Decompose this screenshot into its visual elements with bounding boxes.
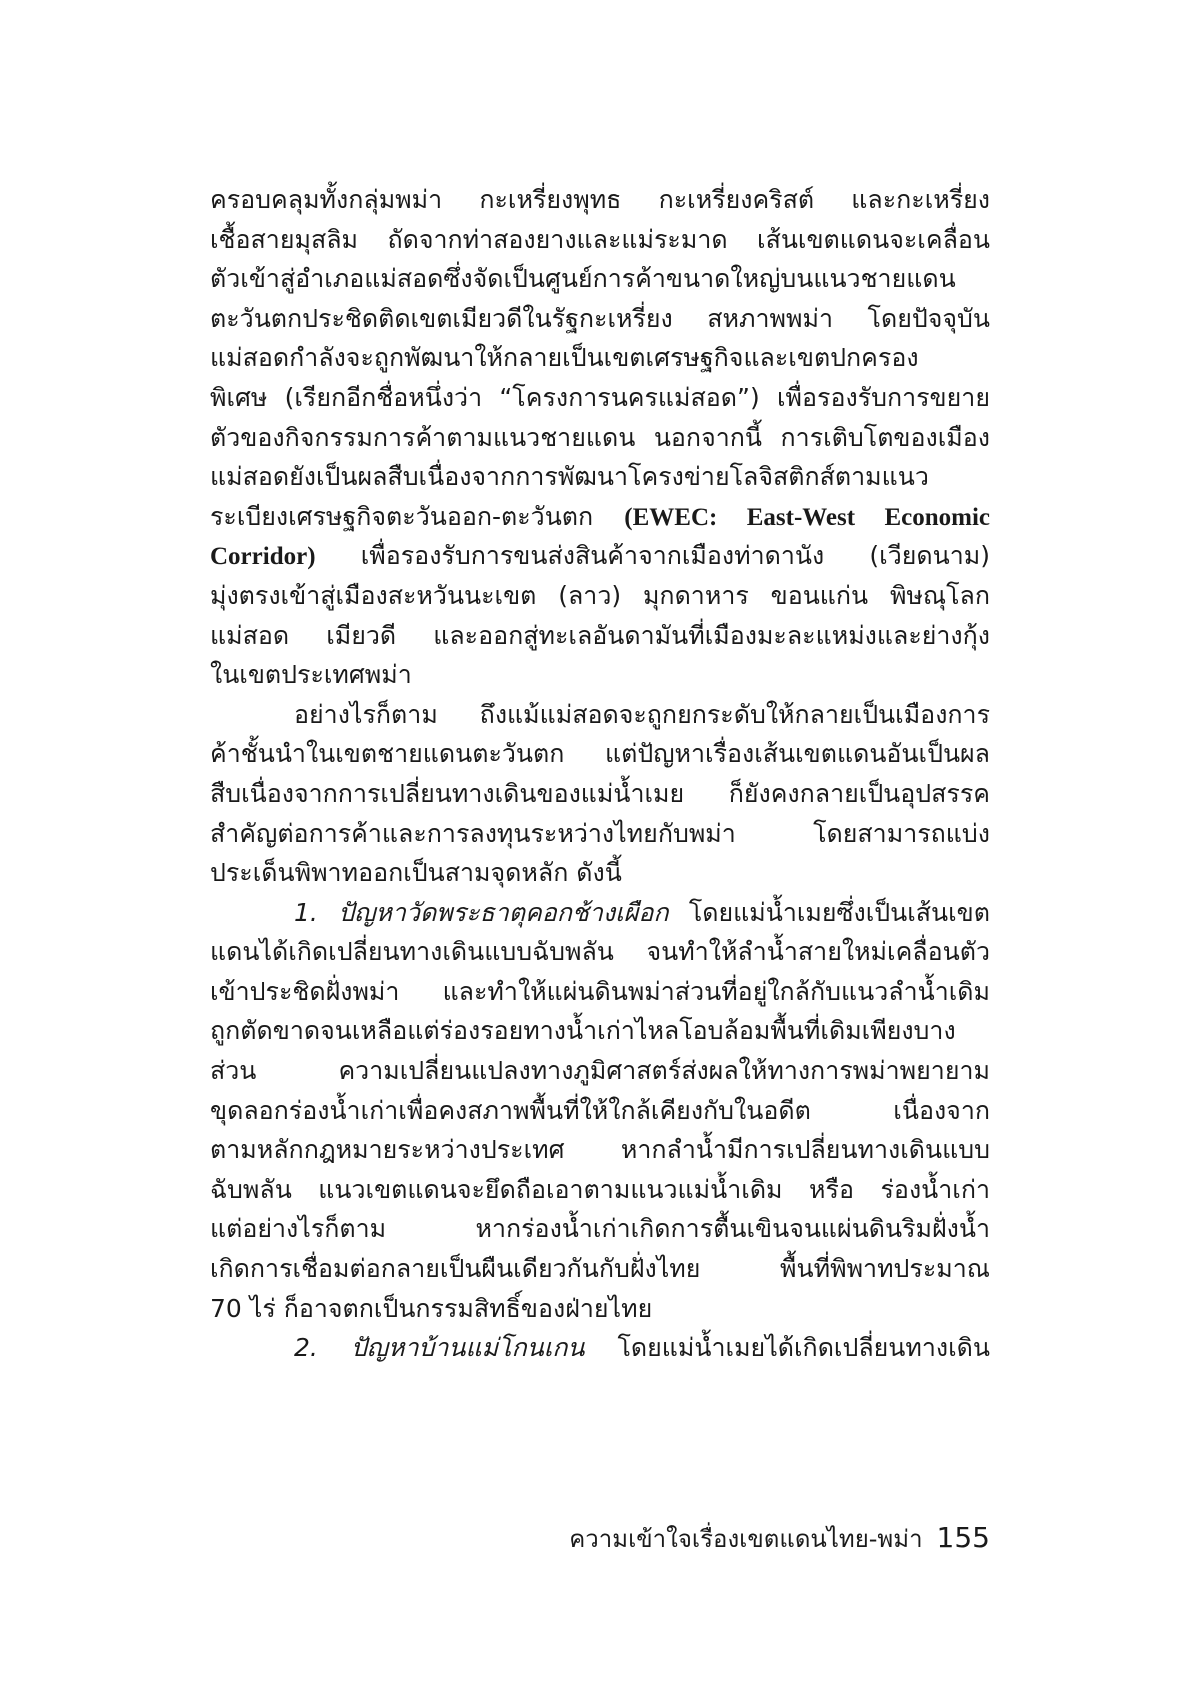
text-line: ฉับพลัน แนวเขตแดนจะยึดถือเอาตามแนวแม่น้ำเดิม หรือ ร่องน้ำเก่า bbox=[210, 1174, 990, 1204]
text-line: ค้าชั้นนำในเขตชายแดนตะวันตก แต่ปัญหาเรื่องเส้นเขตแดนอันเป็นผล bbox=[210, 739, 990, 769]
section-heading: 2. ปัญหาบ้านแม่โกนเกน bbox=[294, 1333, 585, 1363]
text-line: สืบเนื่องจากการเปลี่ยนทางเดินของแม่น้ำเมย ก็ยังคงกลายเป็นอุปสรรค bbox=[210, 778, 990, 808]
english-term: (EWEC: East-West Economic bbox=[624, 503, 990, 531]
text-line: แดนได้เกิดเปลี่ยนทางเดินแบบฉับพลัน จนทำให้ลำน้ำสายใหม่เคลื่อนตัว bbox=[210, 937, 990, 967]
section-heading: 1. ปัญหาวัดพระธาตุคอกช้างเผือก bbox=[294, 897, 669, 927]
text-line: เชื้อสายมุสลิม ถัดจากท่าสองยางและแม่ระมาด เส้นเขตแดนจะเคลื่อน bbox=[210, 224, 990, 254]
text-line: ในเขตประเทศพม่า bbox=[210, 660, 412, 690]
text-line bbox=[210, 536, 990, 576]
text-line: ตัวเข้าสู่อำเภอแม่สอดซึ่งจัดเป็นศูนย์การค้าขนาดใหญ่บนแนวชายแดน bbox=[210, 264, 956, 294]
text-line: ตัวของกิจกรรมการค้าตามแนวชายแดน นอกจากนี้ การเติบโตของเมือง bbox=[210, 422, 990, 452]
english-term: Corridor) bbox=[210, 543, 316, 571]
text-line: มุ่งตรงเข้าสู่เมืองสะหวันนะเขต (ลาว) มุกดาหาร ขอนแก่น พิษณุโลก bbox=[210, 580, 990, 610]
running-title: ความเข้าใจเรื่องเขตแดนไทย-พม่า bbox=[569, 1525, 923, 1553]
text-line: ส่วน ความเปลี่ยนแปลงทางภูมิศาสตร์ส่งผลให้ทางการพม่าพยายาม bbox=[210, 1056, 990, 1086]
text-run: โดยแม่น้ำเมยได้เกิดเปลี่ยนทางเดิน bbox=[584, 1333, 990, 1363]
text-line bbox=[210, 497, 990, 537]
text-run: เพื่อรองรับการขนส่งสินค้าจากเมืองท่าดานัง (เวียดนาม) bbox=[315, 541, 990, 571]
text-run: โดยแม่น้ำเมยซึ่งเป็นเส้นเขต bbox=[668, 897, 990, 927]
text-line: แต่อย่างไรก็ตาม หากร่องน้ำเก่าเกิดการตื้นเขินจนแผ่นดินริมฝั่งน้ำ bbox=[210, 1214, 990, 1244]
text-line: ตามหลักกฎหมายระหว่างประเทศ หากลำน้ำมีการเปลี่ยนทางเดินแบบ bbox=[210, 1135, 990, 1165]
text-line: แม่สอด เมียวดี และออกสู่ทะเลอันดามันที่เมืองมะละแหม่งและย่างกุ้ง bbox=[210, 620, 990, 650]
text-line bbox=[210, 1328, 990, 1368]
document-body bbox=[210, 180, 990, 1368]
text-line: เข้าประชิดฝั่งพม่า และทำให้แผ่นดินพม่าส่วนที่อยู่ใกล้กับแนวลำน้ำเดิม bbox=[210, 976, 990, 1006]
text-line: แม่สอดกำลังจะถูกพัฒนาให้กลายเป็นเขตเศรษฐกิจและเขตปกครอง bbox=[210, 343, 919, 373]
page-footer bbox=[210, 1522, 990, 1555]
text-line: 70 ไร่ ก็อาจตกเป็นกรรมสิทธิ์ของฝ่ายไทย bbox=[210, 1293, 653, 1323]
text-line: พิเศษ (เรียกอีกชื่อหนึ่งว่า “โครงการนครแม่สอด”) เพื่อรองรับการขยาย bbox=[210, 382, 990, 412]
text-line: อย่างไรก็ตาม ถึงแม้แม่สอดจะถูกยกระดับให้กลายเป็นเมืองการ bbox=[294, 699, 990, 729]
text-line: สำคัญต่อการค้าและการลงทุนระหว่างไทยกับพม่า โดยสามารถแบ่ง bbox=[210, 818, 990, 848]
text-line: ประเด็นพิพาทออกเป็นสามจุดหลัก ดังนี้ bbox=[210, 858, 622, 888]
text-line: ขุดลอกร่องน้ำเก่าเพื่อคงสภาพพื้นที่ให้ใกล้เคียงกับในอดีต เนื่องจาก bbox=[210, 1095, 990, 1125]
text-line: ถูกตัดขาดจนเหลือแต่ร่องรอยทางน้ำเก่าไหลโอบล้อมพื้นที่เดิมเพียงบาง bbox=[210, 1016, 956, 1046]
text-line: ครอบคลุมทั้งกลุ่มพม่า กะเหรี่ยงพุทธ กะเหรี่ยงคริสต์ และกะเหรี่ยง bbox=[210, 185, 990, 214]
text-run: ระเบียงเศรษฐกิจตะวันออก-ตะวันตก bbox=[210, 501, 625, 531]
text-line bbox=[210, 893, 990, 933]
page-number: 155 bbox=[936, 1521, 990, 1554]
text-line: แม่สอดยังเป็นผลสืบเนื่องจากการพัฒนาโครงข่ายโลจิสติกส์ตามแนว bbox=[210, 462, 929, 492]
text-line: เกิดการเชื่อมต่อกลายเป็นผืนเดียวกันกับฝั่งไทย พื้นที่พิพาทประมาณ bbox=[210, 1254, 990, 1284]
text-line: ตะวันตกประชิดติดเขตเมียวดีในรัฐกะเหรี่ยง สหภาพพม่า โดยปัจจุบัน bbox=[210, 303, 990, 333]
